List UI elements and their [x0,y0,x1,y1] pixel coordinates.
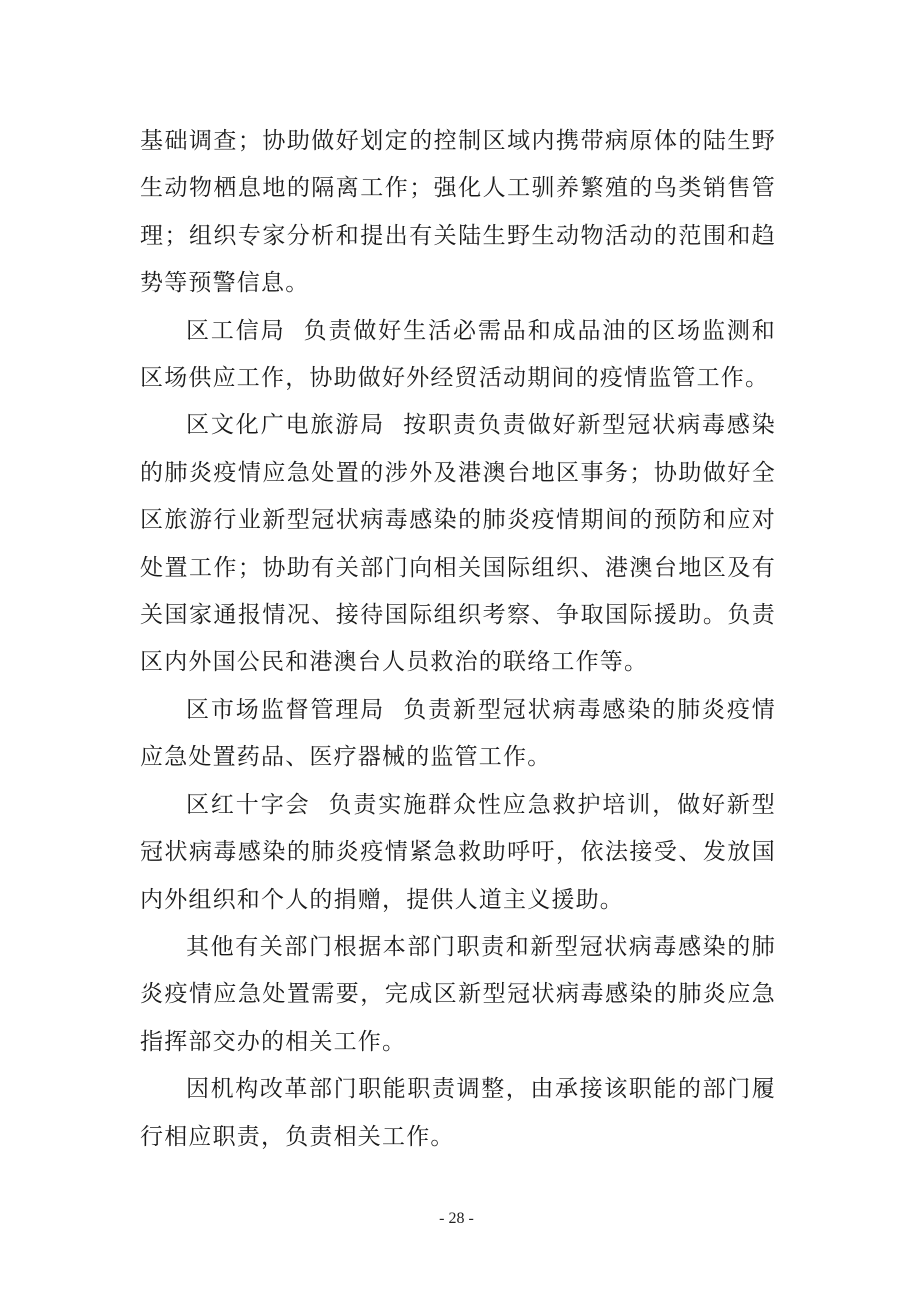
paragraph-culture-tourism-bureau [140,402,776,686]
paragraph-text: 基础调查；协助做好划定的控制区域内携带病原体的陆生野生动物栖息地的隔离工作；强化人工驯养繁殖的鸟类销售管理；组织专家分析和提出有关陆生野生动物活动的范围和趋势等预警信息。 [140,128,776,297]
department-name: 区市场监督管理局 [186,696,386,723]
paragraph-continuation [140,118,776,308]
body-text [140,118,776,1161]
paragraph-text: 负责新型冠状病毒感染的肺炎疫情应急处置药品、医疗器械的监管工作。 [140,696,776,771]
department-name: 区文化广电旅游局 [186,412,386,439]
paragraph-industry-bureau [140,308,776,403]
department-name: 区工信局 [186,317,286,344]
paragraph-text: 其他有关部门根据本部门职责和新型冠状病毒感染的肺炎疫情应急处置需要，完成区新型冠状病毒感染的肺炎应急指挥部交办的相关工作。 [140,933,776,1055]
paragraph-market-supervision-bureau [140,687,776,782]
paragraph-text: 因机构改革部门职能职责调整，由承接该职能的部门履行相应职责，负责相关工作。 [140,1076,776,1150]
department-name: 区红十字会 [186,791,311,818]
paragraph-other-departments [140,924,776,1066]
paragraph-text: 按职责负责做好新型冠状病毒感染的肺炎疫情应急处置的涉外及港澳台地区事务；协助做好全区旅游行业新型冠状病毒感染的肺炎疫情期间的预防和应对处置工作；协助有关部门向相关国际组织、港澳台地区及有关国家通报情况、接待国际组织考察、争取国际援助。负责区内外国公民和港澳台人员救治的联络工作等。 [140,412,776,676]
paragraph-institutional-reform [140,1066,776,1161]
paragraph-text: 负责做好生活必需品和成品油的区场监测和区场供应工作，协助做好外经贸活动期间的疫情监管工作。 [140,317,776,392]
paragraph-text: 负责实施群众性应急救护培训，做好新型冠状病毒感染的肺炎疫情紧急救助呼吁，依法接受、发放国内外组织和个人的捐赠，提供人道主义援助。 [140,791,776,913]
page-number: - 28 - [439,1210,474,1227]
paragraph-red-cross [140,782,776,924]
